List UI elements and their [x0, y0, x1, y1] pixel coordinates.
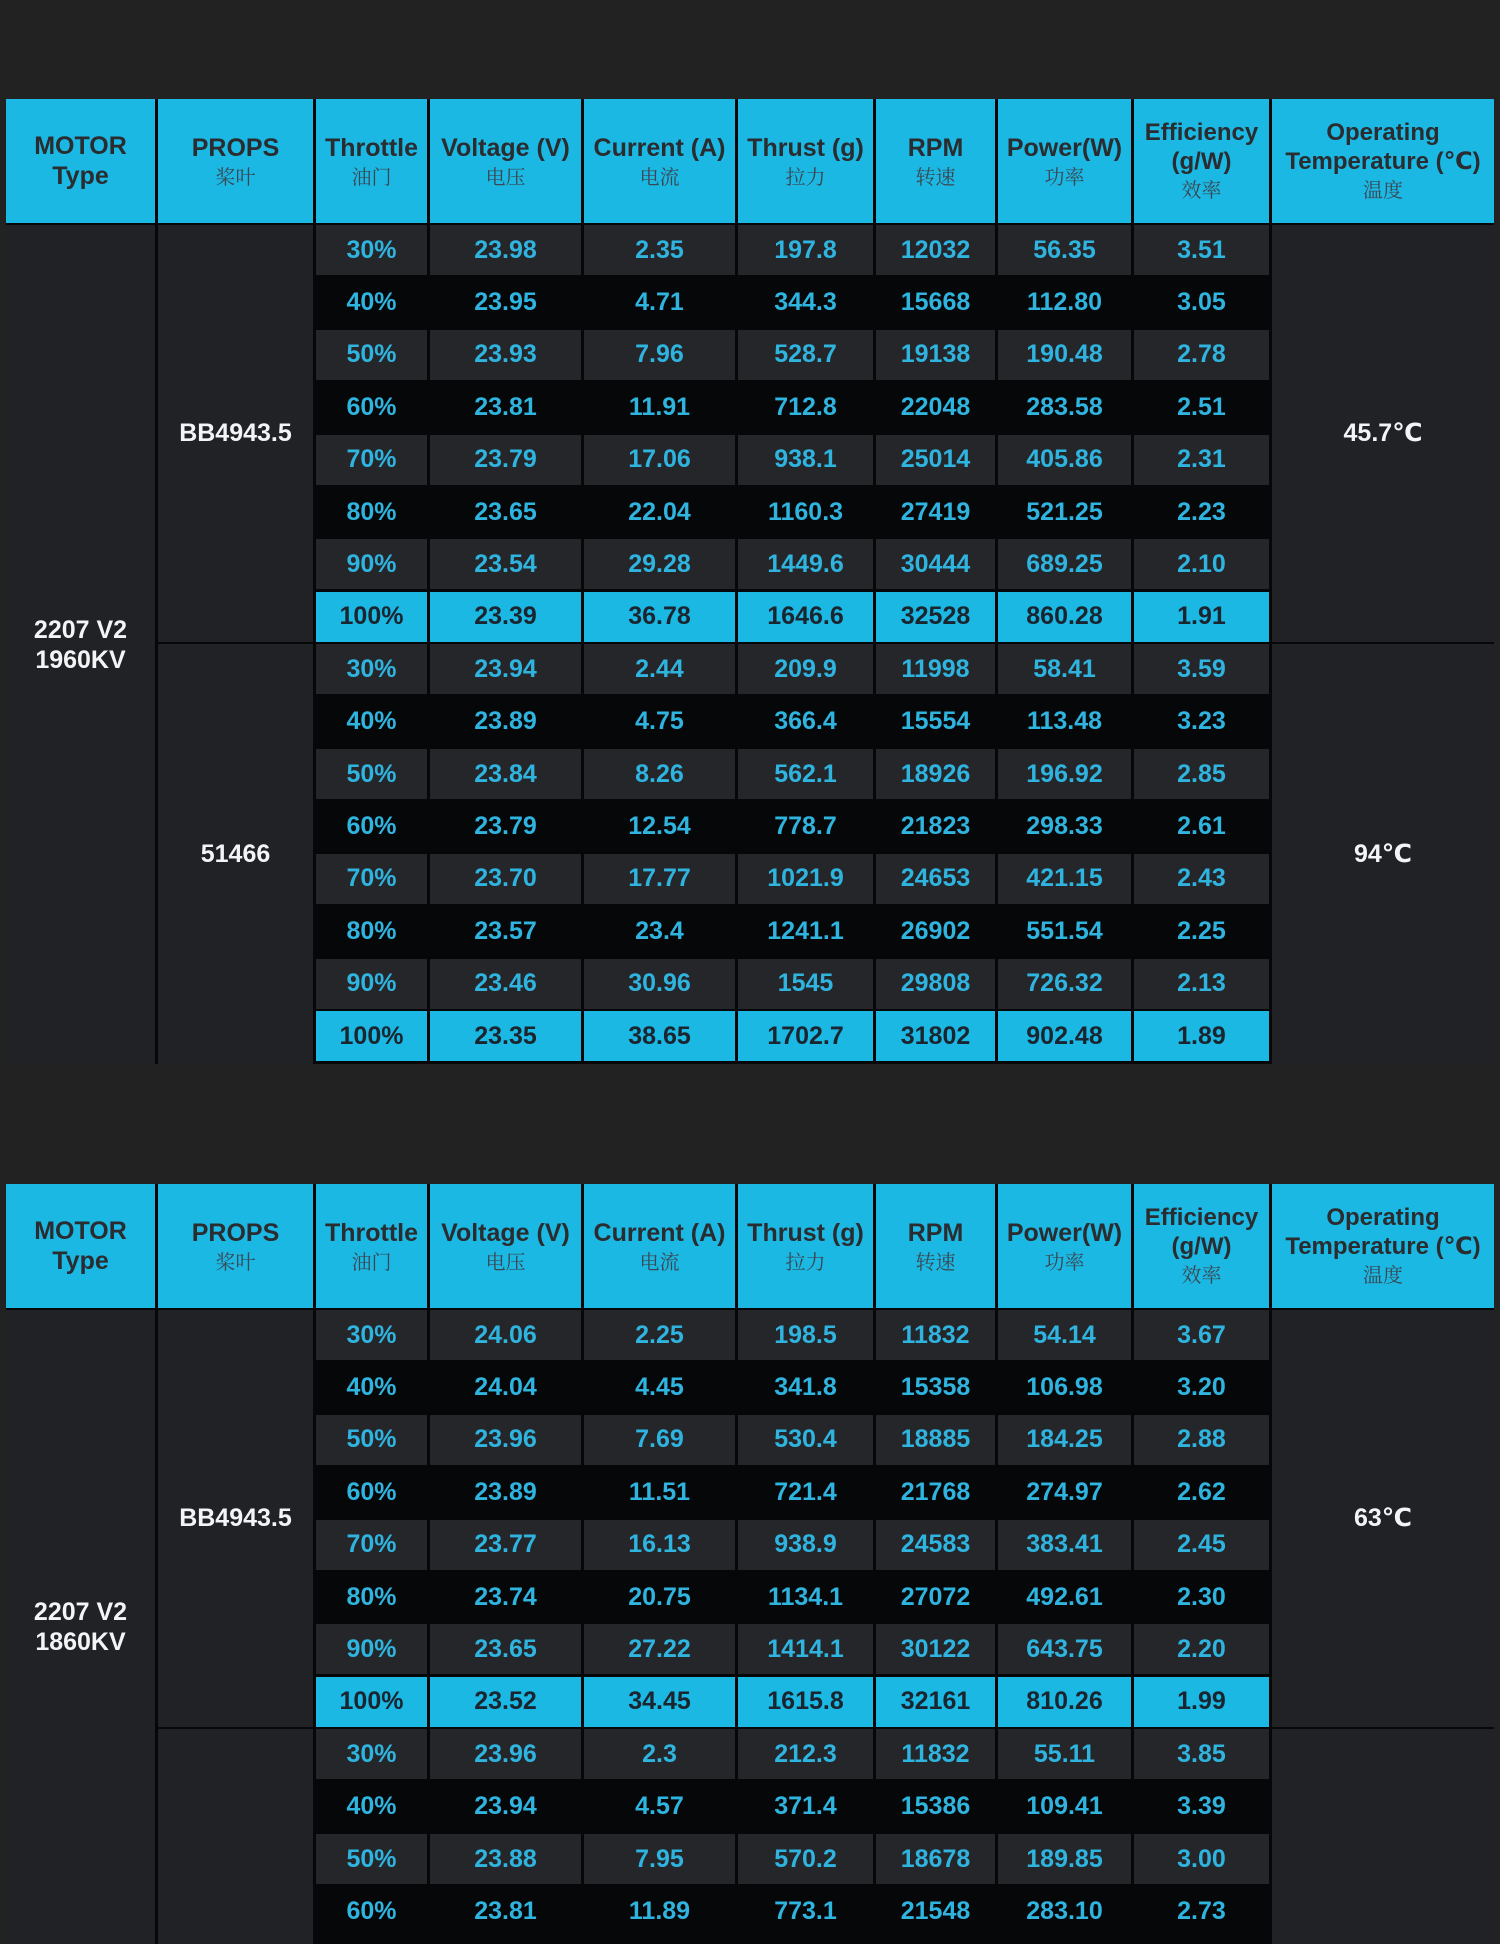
- throttle-value: 90%: [316, 959, 427, 1009]
- efficiency-value: 2.51: [1134, 382, 1269, 432]
- power-value: 283.58: [998, 382, 1131, 432]
- power-value: 492.61: [998, 1572, 1131, 1622]
- thrust-value: 197.8: [738, 225, 873, 275]
- header-temperature: [1272, 1184, 1494, 1308]
- throttle-value: 90%: [316, 539, 427, 589]
- throttle-value: 80%: [316, 1572, 427, 1622]
- header-thrust-label: Thrust (g): [747, 1218, 864, 1247]
- power-value: 109.41: [998, 1782, 1131, 1832]
- voltage-value: 23.84: [430, 749, 581, 799]
- throttle-value: 60%: [316, 1467, 427, 1517]
- rpm-value: 21823: [876, 801, 995, 851]
- throttle-value: 100%: [316, 1677, 427, 1727]
- voltage-value: 23.95: [430, 277, 581, 327]
- thrust-value: 1414.1: [738, 1624, 873, 1674]
- rpm-value: 11832: [876, 1310, 995, 1360]
- efficiency-value: 2.30: [1134, 1572, 1269, 1622]
- header-motor-type-label: MOTOR Type: [34, 1217, 127, 1275]
- efficiency-value: 2.31: [1134, 435, 1269, 485]
- header-temperature-label: Operating Temperature (℃): [1285, 118, 1481, 175]
- rpm-value: 22048: [876, 382, 995, 432]
- header-temperature-label: Operating Temperature (℃): [1285, 1203, 1481, 1260]
- rpm-value: 24653: [876, 854, 995, 904]
- efficiency-value: 2.88: [1134, 1415, 1269, 1465]
- thrust-value: 721.4: [738, 1467, 873, 1517]
- efficiency-value: 2.13: [1134, 959, 1269, 1009]
- throttle-value: 50%: [316, 1415, 427, 1465]
- header-voltage: [430, 1184, 581, 1308]
- throttle-value: 80%: [316, 906, 427, 956]
- current-value: 7.96: [584, 330, 735, 380]
- throttle-value: 40%: [316, 1782, 427, 1832]
- power-value: 58.41: [998, 644, 1131, 694]
- efficiency-value: 2.62: [1134, 1467, 1269, 1517]
- voltage-value: 23.35: [430, 1011, 581, 1061]
- header-throttle-label: Throttle: [324, 1218, 419, 1247]
- header-throttle-label-cn: 油门: [351, 166, 392, 189]
- voltage-value: 23.96: [430, 1415, 581, 1465]
- thrust-value: 371.4: [738, 1782, 873, 1832]
- header-rpm-label: RPM: [907, 133, 964, 162]
- current-value: 11.89: [584, 1886, 735, 1936]
- throttle-value: 40%: [316, 277, 427, 327]
- voltage-value: 23.89: [430, 697, 581, 747]
- thrust-value: 570.2: [738, 1834, 873, 1884]
- current-value: 29.28: [584, 539, 735, 589]
- power-value: 298.33: [998, 801, 1131, 851]
- header-voltage-label: Voltage (V): [441, 133, 570, 162]
- rpm-value: 18678: [876, 1834, 995, 1884]
- efficiency-value: 3.20: [1134, 1362, 1269, 1412]
- voltage-value: 23.54: [430, 539, 581, 589]
- efficiency-value: 2.78: [1134, 330, 1269, 380]
- throttle-value: 60%: [316, 1886, 427, 1936]
- voltage-value: 23.77: [430, 1520, 581, 1570]
- thrust-value: 1449.6: [738, 539, 873, 589]
- voltage-value: 23.65: [430, 1624, 581, 1674]
- motor-data-table-1860kv: [6, 1184, 1494, 1944]
- efficiency-value: 2.25: [1134, 906, 1269, 956]
- thrust-value: 1241.1: [738, 906, 873, 956]
- power-value: 112.80: [998, 277, 1131, 327]
- temperature-cell: 45.7℃: [1272, 225, 1494, 642]
- rpm-value: 21768: [876, 1467, 995, 1517]
- current-value: 17.77: [584, 854, 735, 904]
- header-power-label: Power(W): [1006, 133, 1123, 162]
- power-value: 55.11: [998, 1729, 1131, 1779]
- current-value: 30.96: [584, 959, 735, 1009]
- header-power-label-cn: 功率: [1044, 1251, 1085, 1274]
- rpm-value: 15386: [876, 1782, 995, 1832]
- efficiency-value: 2.20: [1134, 1624, 1269, 1674]
- voltage-value: 23.46: [430, 959, 581, 1009]
- voltage-value: 23.81: [430, 382, 581, 432]
- thrust-value: 562.1: [738, 749, 873, 799]
- rpm-value: 27419: [876, 487, 995, 537]
- thrust-value: 712.8: [738, 382, 873, 432]
- header-temperature-label-cn: 温度: [1363, 180, 1403, 203]
- efficiency-value: 2.43: [1134, 854, 1269, 904]
- rpm-value: 32161: [876, 1677, 995, 1727]
- power-value: 54.14: [998, 1310, 1131, 1360]
- header-temperature-label-cn: 温度: [1363, 1265, 1403, 1288]
- voltage-value: 24.06: [430, 1310, 581, 1360]
- header-efficiency-label: Efficiency (g/W): [1144, 1203, 1259, 1260]
- power-value: 189.85: [998, 1834, 1131, 1884]
- header-throttle: [316, 99, 427, 223]
- current-value: 2.25: [584, 1310, 735, 1360]
- throttle-value: 60%: [316, 801, 427, 851]
- current-value: 20.75: [584, 1572, 735, 1622]
- throttle-value: 30%: [316, 1729, 427, 1779]
- rpm-value: 21548: [876, 1886, 995, 1936]
- throttle-value: 40%: [316, 1362, 427, 1412]
- voltage-value: 23.88: [430, 1834, 581, 1884]
- efficiency-value: 2.61: [1134, 801, 1269, 851]
- current-value: 4.45: [584, 1362, 735, 1412]
- current-value: 2.44: [584, 644, 735, 694]
- efficiency-value: 3.23: [1134, 697, 1269, 747]
- rpm-value: 18885: [876, 1415, 995, 1465]
- thrust-value: 1160.3: [738, 487, 873, 537]
- efficiency-value: 3.67: [1134, 1310, 1269, 1360]
- power-value: 521.25: [998, 487, 1131, 537]
- current-value: 4.75: [584, 697, 735, 747]
- header-motor-type-label: MOTOR Type: [34, 132, 127, 190]
- voltage-value: 23.65: [430, 487, 581, 537]
- voltage-value: 23.57: [430, 906, 581, 956]
- throttle-value: 50%: [316, 749, 427, 799]
- current-value: 2.35: [584, 225, 735, 275]
- header-efficiency-label: Efficiency (g/W): [1144, 118, 1259, 175]
- throttle-value: 50%: [316, 330, 427, 380]
- efficiency-value: 2.85: [1134, 749, 1269, 799]
- current-value: 27.22: [584, 1624, 735, 1674]
- motor-type-cell: 2207 V2 1860KV: [6, 1310, 155, 1944]
- throttle-value: 70%: [316, 854, 427, 904]
- rpm-value: 25014: [876, 435, 995, 485]
- power-value: 421.15: [998, 854, 1131, 904]
- header-props: [158, 99, 313, 223]
- header-current: [584, 99, 735, 223]
- current-value: 12.54: [584, 801, 735, 851]
- throttle-value: 60%: [316, 382, 427, 432]
- power-value: 106.98: [998, 1362, 1131, 1412]
- thrust-value: 1615.8: [738, 1677, 873, 1727]
- current-value: 38.65: [584, 1011, 735, 1061]
- header-props-label-cn: 桨叶: [215, 166, 256, 189]
- header-motor-type: [6, 99, 155, 223]
- current-value: 2.3: [584, 1729, 735, 1779]
- thrust-value: 1134.1: [738, 1572, 873, 1622]
- current-value: 11.51: [584, 1467, 735, 1517]
- current-value: 17.06: [584, 435, 735, 485]
- rpm-value: 11998: [876, 644, 995, 694]
- header-rpm: [876, 99, 995, 223]
- thrust-value: 938.1: [738, 435, 873, 485]
- rpm-value: 27072: [876, 1572, 995, 1622]
- throttle-value: 100%: [316, 1011, 427, 1061]
- thrust-value: 209.9: [738, 644, 873, 694]
- thrust-value: 938.9: [738, 1520, 873, 1570]
- efficiency-value: 2.23: [1134, 487, 1269, 537]
- motor-data-table-1960kv: [6, 99, 1494, 1064]
- header-voltage: [430, 99, 581, 223]
- header-rpm-label: RPM: [907, 1218, 964, 1247]
- power-value: 643.75: [998, 1624, 1131, 1674]
- efficiency-value: 3.85: [1134, 1729, 1269, 1779]
- efficiency-value: 3.59: [1134, 644, 1269, 694]
- power-value: 190.48: [998, 330, 1131, 380]
- header-current-label-cn: 电流: [639, 1251, 680, 1274]
- header-throttle: [316, 1184, 427, 1308]
- rpm-value: 15668: [876, 277, 995, 327]
- thrust-value: 212.3: [738, 1729, 873, 1779]
- header-thrust-label: Thrust (g): [747, 133, 864, 162]
- header-props-label: PROPS: [191, 133, 280, 162]
- voltage-value: 23.79: [430, 801, 581, 851]
- header-power: [998, 99, 1131, 223]
- header-rpm: [876, 1184, 995, 1308]
- header-motor-type: [6, 1184, 155, 1308]
- header-voltage-label: Voltage (V): [441, 1218, 570, 1247]
- thrust-value: 1021.9: [738, 854, 873, 904]
- efficiency-value: 3.51: [1134, 225, 1269, 275]
- header-efficiency-label-cn: 效率: [1181, 180, 1222, 203]
- efficiency-value: 3.00: [1134, 1834, 1269, 1884]
- header-power-label-cn: 功率: [1044, 166, 1085, 189]
- header-thrust: [738, 99, 873, 223]
- voltage-value: 23.93: [430, 330, 581, 380]
- current-value: 11.91: [584, 382, 735, 432]
- throttle-value: 70%: [316, 1520, 427, 1570]
- power-value: 689.25: [998, 539, 1131, 589]
- header-power-label: Power(W): [1006, 1218, 1123, 1247]
- efficiency-value: 1.89: [1134, 1011, 1269, 1061]
- header-current-label: Current (A): [593, 1218, 726, 1247]
- throttle-value: 100%: [316, 592, 427, 642]
- power-value: 196.92: [998, 749, 1131, 799]
- rpm-value: 15554: [876, 697, 995, 747]
- power-value: 184.25: [998, 1415, 1131, 1465]
- header-thrust-label-cn: 拉力: [785, 1251, 826, 1274]
- rpm-value: 18926: [876, 749, 995, 799]
- header-thrust-label-cn: 拉力: [785, 166, 826, 189]
- thrust-value: 1702.7: [738, 1011, 873, 1061]
- header-voltage-label-cn: 电压: [485, 166, 526, 189]
- thrust-value: 773.1: [738, 1886, 873, 1936]
- power-value: 283.10: [998, 1886, 1131, 1936]
- rpm-value: 15358: [876, 1362, 995, 1412]
- throttle-value: 40%: [316, 697, 427, 747]
- header-thrust: [738, 1184, 873, 1308]
- current-value: 4.57: [584, 1782, 735, 1832]
- header-props-label: PROPS: [191, 1218, 280, 1247]
- rpm-value: 30444: [876, 539, 995, 589]
- efficiency-value: 1.99: [1134, 1677, 1269, 1727]
- header-rpm-label-cn: 转速: [915, 166, 956, 189]
- temperature-cell: 94℃: [1272, 644, 1494, 1064]
- thrust-value: 530.4: [738, 1415, 873, 1465]
- thrust-value: 528.7: [738, 330, 873, 380]
- header-current: [584, 1184, 735, 1308]
- header-power: [998, 1184, 1131, 1308]
- current-value: 16.13: [584, 1520, 735, 1570]
- efficiency-value: 2.45: [1134, 1520, 1269, 1570]
- props-cell: BB4943.5: [158, 225, 313, 642]
- efficiency-value: 3.39: [1134, 1782, 1269, 1832]
- power-value: 405.86: [998, 435, 1131, 485]
- current-value: 36.78: [584, 592, 735, 642]
- throttle-value: 50%: [316, 1834, 427, 1884]
- rpm-value: 29808: [876, 959, 995, 1009]
- thrust-value: 1646.6: [738, 592, 873, 642]
- power-value: 113.48: [998, 697, 1131, 747]
- throttle-value: 30%: [316, 225, 427, 275]
- header-efficiency: [1134, 99, 1269, 223]
- rpm-value: 32528: [876, 592, 995, 642]
- efficiency-value: 1.91: [1134, 592, 1269, 642]
- props-cell: BB4943.5: [158, 1310, 313, 1727]
- throttle-value: 80%: [316, 487, 427, 537]
- thrust-value: 1545: [738, 959, 873, 1009]
- voltage-value: 24.04: [430, 1362, 581, 1412]
- header-rpm-label-cn: 转速: [915, 1251, 956, 1274]
- header-efficiency: [1134, 1184, 1269, 1308]
- rpm-value: 26902: [876, 906, 995, 956]
- thrust-value: 198.5: [738, 1310, 873, 1360]
- header-efficiency-label-cn: 效率: [1181, 1265, 1222, 1288]
- temperature-cell: 63℃: [1272, 1310, 1494, 1727]
- rpm-value: 19138: [876, 330, 995, 380]
- rpm-value: 12032: [876, 225, 995, 275]
- header-temperature: [1272, 99, 1494, 223]
- rpm-value: 30122: [876, 1624, 995, 1674]
- current-value: 23.4: [584, 906, 735, 956]
- current-value: 4.71: [584, 277, 735, 327]
- efficiency-value: 2.73: [1134, 1886, 1269, 1936]
- voltage-value: 23.98: [430, 225, 581, 275]
- voltage-value: 23.79: [430, 435, 581, 485]
- throttle-value: 70%: [316, 435, 427, 485]
- voltage-value: 23.96: [430, 1729, 581, 1779]
- power-value: 274.97: [998, 1467, 1131, 1517]
- power-value: 56.35: [998, 225, 1131, 275]
- motor-type-cell: 2207 V2 1960KV: [6, 225, 155, 1064]
- props-cell: 51466: [158, 644, 313, 1064]
- voltage-value: 23.94: [430, 644, 581, 694]
- current-value: 7.69: [584, 1415, 735, 1465]
- throttle-value: 90%: [316, 1624, 427, 1674]
- voltage-value: 23.39: [430, 592, 581, 642]
- power-value: 902.48: [998, 1011, 1131, 1061]
- rpm-value: 11832: [876, 1729, 995, 1779]
- thrust-value: 341.8: [738, 1362, 873, 1412]
- thrust-value: 778.7: [738, 801, 873, 851]
- header-throttle-label-cn: 油门: [351, 1251, 392, 1274]
- power-value: 810.26: [998, 1677, 1131, 1727]
- voltage-value: 23.89: [430, 1467, 581, 1517]
- efficiency-value: 3.05: [1134, 277, 1269, 327]
- header-current-label-cn: 电流: [639, 166, 680, 189]
- power-value: 860.28: [998, 592, 1131, 642]
- efficiency-value: 2.10: [1134, 539, 1269, 589]
- throttle-value: 30%: [316, 644, 427, 694]
- header-voltage-label-cn: 电压: [485, 1251, 526, 1274]
- header-current-label: Current (A): [593, 133, 726, 162]
- thrust-value: 344.3: [738, 277, 873, 327]
- props-cell: [158, 1729, 313, 1944]
- current-value: 8.26: [584, 749, 735, 799]
- throttle-value: 30%: [316, 1310, 427, 1360]
- power-value: 383.41: [998, 1520, 1131, 1570]
- rpm-value: 31802: [876, 1011, 995, 1061]
- current-value: 7.95: [584, 1834, 735, 1884]
- voltage-value: 23.81: [430, 1886, 581, 1936]
- header-throttle-label: Throttle: [324, 133, 419, 162]
- header-props: [158, 1184, 313, 1308]
- voltage-value: 23.74: [430, 1572, 581, 1622]
- voltage-value: 23.70: [430, 854, 581, 904]
- thrust-value: 366.4: [738, 697, 873, 747]
- header-props-label-cn: 桨叶: [215, 1251, 256, 1274]
- rpm-value: 24583: [876, 1520, 995, 1570]
- current-value: 34.45: [584, 1677, 735, 1727]
- voltage-value: 23.94: [430, 1782, 581, 1832]
- power-value: 726.32: [998, 959, 1131, 1009]
- voltage-value: 23.52: [430, 1677, 581, 1727]
- power-value: 551.54: [998, 906, 1131, 956]
- temperature-cell: [1272, 1729, 1494, 1944]
- current-value: 22.04: [584, 487, 735, 537]
